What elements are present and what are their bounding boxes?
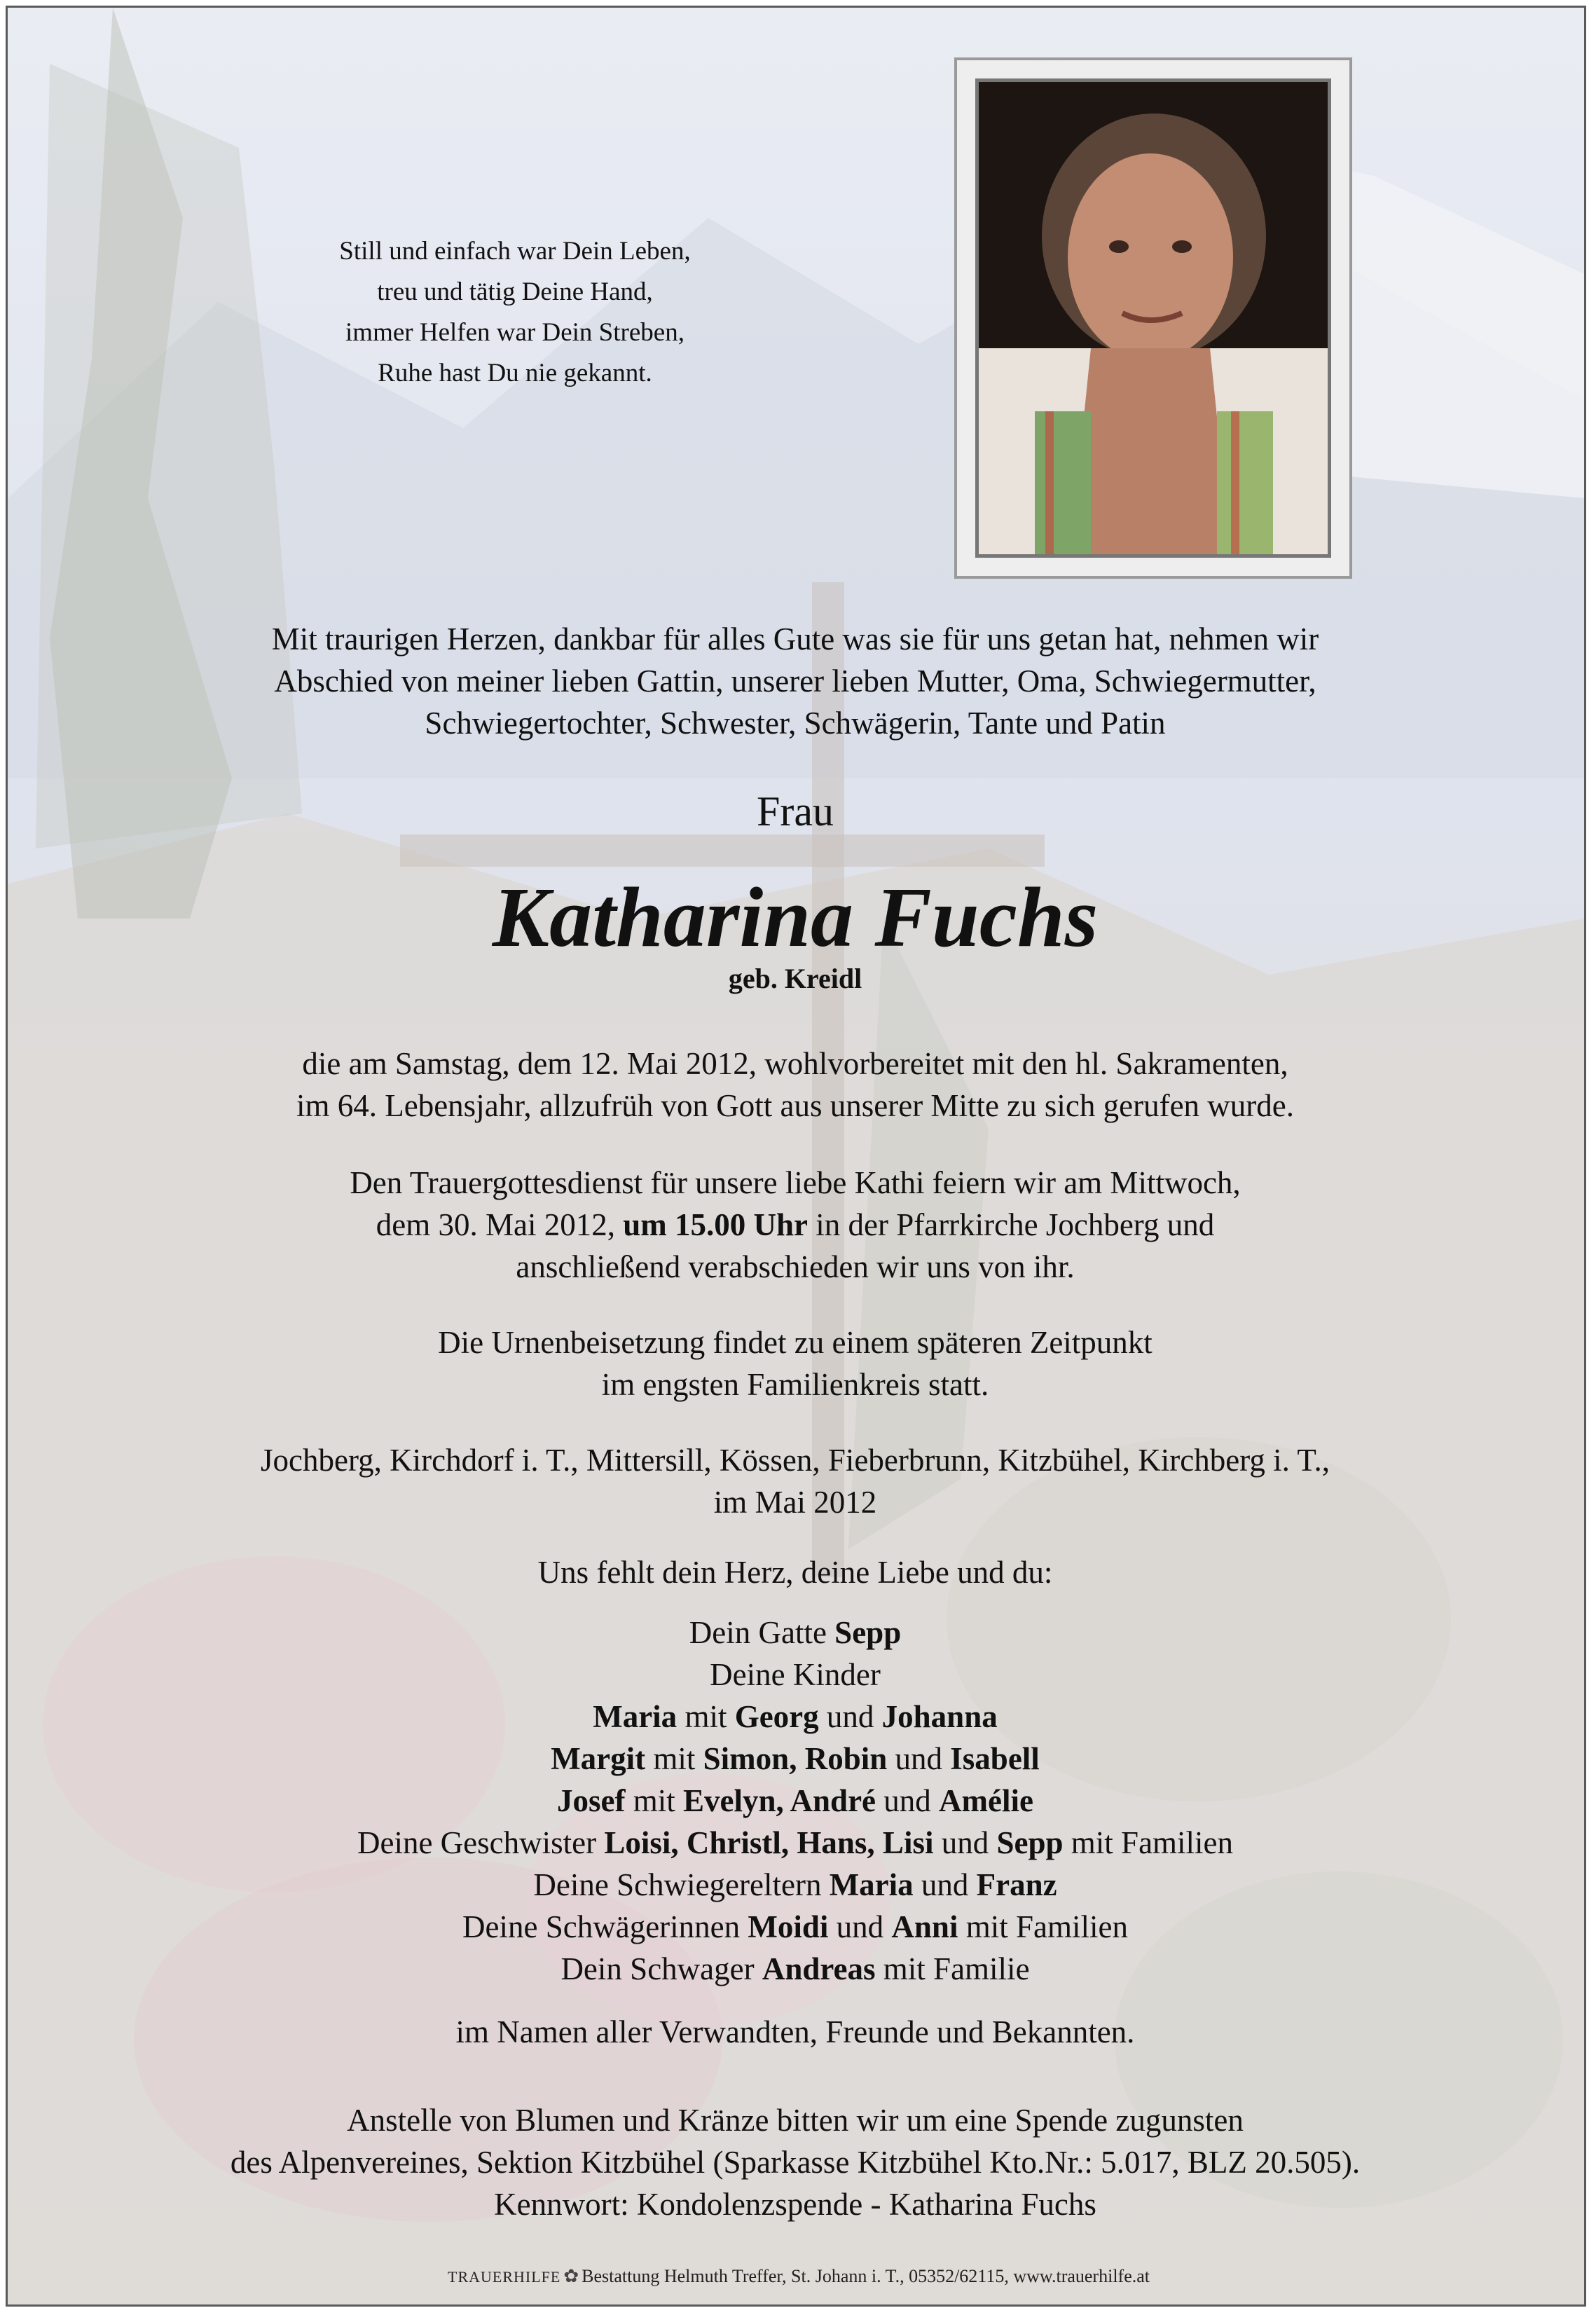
- salutation: Frau: [757, 788, 834, 834]
- service-time: um 15.00 Uhr: [623, 1207, 808, 1242]
- date-line: im Mai 2012: [713, 1485, 877, 1520]
- family-text: und: [876, 1783, 940, 1818]
- burial-line: im engsten Familienkreis statt.: [601, 1367, 989, 1402]
- closing-line: im Namen aller Verwandten, Freunde und Bekannten.: [455, 2014, 1135, 2049]
- trauerhilfe-logo-icon: ✿: [563, 2266, 579, 2286]
- family-text: Deine Schwiegereltern: [533, 1867, 830, 1902]
- family-text: und: [913, 1867, 977, 1902]
- verse-line: Still und einfach war Dein Leben,: [339, 237, 691, 266]
- family-text: Dein Gatte: [689, 1615, 835, 1650]
- service-line: Den Trauergottesdienst für unsere liebe Kathi feiern wir am Mittwoch,: [350, 1165, 1241, 1200]
- family-member: Franz: [976, 1867, 1057, 1902]
- family-member: Sepp: [996, 1825, 1064, 1860]
- family-member: Maria: [829, 1867, 914, 1902]
- family-text: mit Familien: [958, 1909, 1128, 1944]
- footer-text: Bestattung Helmuth Treffer, St. Johann i. T., 05352/62115, www.trauerhilfe.at: [582, 2266, 1150, 2286]
- family-member: Isabell: [950, 1741, 1040, 1776]
- memorial-verse: [231, 231, 799, 394]
- death-line: die am Samstag, dem 12. Mai 2012, wohlvorbereitet mit den hl. Sakramenten,: [302, 1046, 1288, 1081]
- family-member: Andreas: [762, 1951, 876, 1986]
- family-text: mit: [677, 1699, 735, 1734]
- family-line-parents-in-law: [91, 1864, 1499, 1906]
- family-intro: Uns fehlt dein Herz, deine Liebe und du:: [537, 1555, 1053, 1590]
- portrait-frame: [954, 57, 1352, 579]
- family-member: Margit: [551, 1741, 646, 1776]
- family-member: Josef: [557, 1783, 626, 1818]
- family-text: mit Familien: [1063, 1825, 1234, 1860]
- portrait-photo: [975, 78, 1331, 558]
- intro-paragraph: [91, 618, 1499, 744]
- donation-line: Anstelle von Blumen und Kränze bitten wir um eine Spende zugunsten: [347, 2103, 1244, 2138]
- family-member: Anni: [891, 1909, 958, 1944]
- donation-request: [91, 2099, 1499, 2225]
- family-text: mit: [645, 1741, 703, 1776]
- family-line-children-heading: Deine Kinder: [710, 1657, 881, 1692]
- family-member: Evelyn, André: [683, 1783, 876, 1818]
- family-member: Georg: [734, 1699, 819, 1734]
- family-member: Amélie: [939, 1783, 1033, 1818]
- death-line: im 64. Lebensjahr, allzufrüh von Gott aus unserer Mitte zu sich gerufen wurde.: [296, 1088, 1295, 1123]
- family-line-spouse: [91, 1612, 1499, 1654]
- family-text: und: [818, 1699, 882, 1734]
- service-line: [91, 1204, 1499, 1246]
- burial-notice: [91, 1321, 1499, 1406]
- family-text: mit Familie: [875, 1951, 1030, 1986]
- family-text: und: [887, 1741, 951, 1776]
- family-member: Simon, Robin: [703, 1741, 888, 1776]
- intro-line: Abschied von meiner lieben Gattin, unserer lieben Mutter, Oma, Schwiegermutter,: [274, 664, 1316, 699]
- service-notice: [91, 1162, 1499, 1288]
- verse-line: treu und tätig Deine Hand,: [377, 277, 653, 306]
- family-line-child: [91, 1696, 1499, 1738]
- service-text: in der Pfarrkirche Jochberg und: [808, 1207, 1215, 1242]
- family-line-brother-in-law: [91, 1948, 1499, 1990]
- family-member: Sepp: [834, 1615, 902, 1650]
- family-line-sisters-in-law: [91, 1906, 1499, 1948]
- family-member: Johanna: [881, 1699, 998, 1734]
- donation-line: Kennwort: Kondolenzspende - Katharina Fuchs: [494, 2187, 1096, 2222]
- family-text: Dein Schwager: [560, 1951, 762, 1986]
- birth-name: geb. Kreidl: [728, 963, 862, 994]
- family-member: Loisi, Christl, Hans, Lisi: [604, 1825, 934, 1860]
- portrait-image: [979, 82, 1328, 554]
- family-text: mit: [625, 1783, 683, 1818]
- verse-line: Ruhe hast Du nie gekannt.: [378, 359, 652, 387]
- footer: [399, 2265, 1198, 2289]
- death-notice: [91, 1043, 1499, 1127]
- intro-line: Schwiegertochter, Schwester, Schwägerin, Tante und Patin: [425, 706, 1166, 741]
- burial-line: Die Urnenbeisetzung findet zu einem späteren Zeitpunkt: [438, 1325, 1153, 1360]
- deceased-name: Katharina Fuchs: [492, 870, 1099, 965]
- family-line-child: [91, 1780, 1499, 1822]
- family-text: und: [828, 1909, 892, 1944]
- family-text: Deine Geschwister: [357, 1825, 605, 1860]
- family-line-child: [91, 1738, 1499, 1780]
- family-member: Moidi: [748, 1909, 829, 1944]
- family-text: Deine Schwägerinnen: [462, 1909, 748, 1944]
- places-and-date: [91, 1439, 1499, 1523]
- places-line: Jochberg, Kirchdorf i. T., Mittersill, Kössen, Fieberbrunn, Kitzbühel, Kirchberg i. T.,: [261, 1443, 1330, 1478]
- footer-brand: TRAUERHILFE: [448, 2268, 561, 2286]
- intro-line: Mit traurigen Herzen, dankbar für alles Gute was sie für uns getan hat, nehmen wir: [271, 621, 1319, 657]
- donation-line: des Alpenvereines, Sektion Kitzbühel (Sparkasse Kitzbühel Kto.Nr.: 5.017, BLZ 20.505).: [230, 2145, 1361, 2180]
- family-line-siblings: [91, 1822, 1499, 1864]
- service-line: anschließend verabschieden wir uns von ihr.: [516, 1249, 1075, 1284]
- service-text: dem 30. Mai 2012,: [376, 1207, 624, 1242]
- family-text: und: [933, 1825, 997, 1860]
- family-list: [91, 1612, 1499, 1990]
- family-member: Maria: [593, 1699, 677, 1734]
- verse-line: immer Helfen war Dein Streben,: [345, 318, 685, 347]
